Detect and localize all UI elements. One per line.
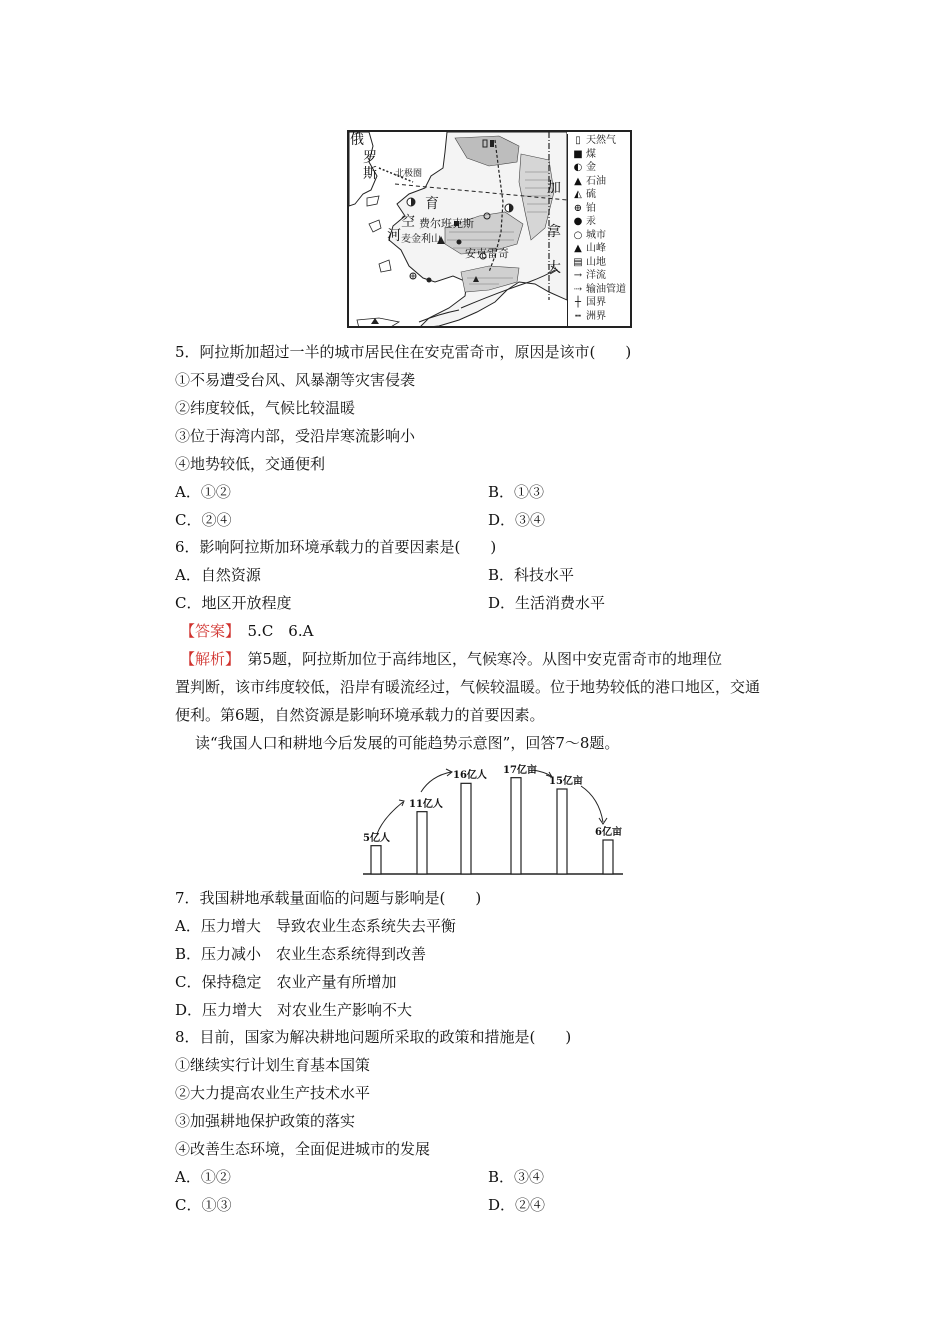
bar-label: 17亿亩 <box>503 764 537 776</box>
q5-option-c: C．②④ <box>175 511 232 529</box>
q6-option-d: D．生活消费水平 <box>488 594 606 612</box>
sulfur-icon: ◭ <box>574 189 582 200</box>
q8-stem: 8．目前，国家为解决耕地问题所采取的政策和措施是( ) <box>175 1028 572 1046</box>
oil-icon: ▲ <box>574 175 582 187</box>
answer-tag: 【答案】 <box>180 622 233 640</box>
arctic-circle-label: 北极圈 <box>395 169 423 179</box>
q8-item: ④改善生态环境，全面促进城市的发展 <box>175 1140 431 1158</box>
q5-option-a: A．①② <box>175 483 231 501</box>
russia-label: 斯 <box>363 166 377 182</box>
answer-text: 5.C 6.A <box>232 622 314 640</box>
chart-bar <box>371 846 381 874</box>
analysis-tag: 【解析】 <box>180 650 233 668</box>
mercury-icon: ● <box>573 216 583 227</box>
yukon-label: 河 <box>387 228 401 244</box>
q5-item: ③位于海湾内部，受沿岸寒流影响小 <box>175 427 416 445</box>
legend-item: ◐ 金 <box>571 162 596 174</box>
q6-option-b: B．科技水平 <box>488 566 575 584</box>
legend-item: ○ 城市 <box>571 230 606 242</box>
chart-bar <box>461 783 471 874</box>
pipeline-icon: ⇢ <box>573 283 583 295</box>
coal-symbol <box>490 140 494 147</box>
legend-item: ● 汞 <box>571 216 596 228</box>
q7-option-a: A．压力增大 导致农业生态系统失去平衡 <box>175 917 456 935</box>
map-legend <box>567 134 632 326</box>
chart-bar <box>603 840 613 874</box>
alaska-map <box>347 130 632 328</box>
continent-border-icon: ┅ <box>574 310 582 322</box>
legend-item: ▲ 石油 <box>571 176 606 188</box>
analysis-line: 置判断，该市纬度较低，沿岸有暖流经过，气候较温暖。位于地势较低的港口地区，交通 <box>175 678 761 696</box>
coal-icon: ■ <box>573 148 583 160</box>
trend-arrow <box>377 802 403 834</box>
trend-arrow <box>581 786 603 822</box>
legend-item: ▲ 山峰 <box>571 243 606 255</box>
yukon-label: 育 <box>425 196 439 212</box>
q7-option-c: C．保持稳定 农业产量有所增加 <box>175 973 397 991</box>
legend-item: ┼ 国界 <box>571 297 606 309</box>
russia-label: 罗 <box>363 150 377 166</box>
natural-gas-icon: ▯ <box>575 135 581 146</box>
peak-icon: ▲ <box>574 243 582 254</box>
analysis-line: 【解析】 第5题，阿拉斯加位于高纬地区，气候寒冷。从图中安克雷奇市的地理位 <box>180 650 723 668</box>
q5-option-b: B．①③ <box>488 483 545 501</box>
bar-label: 5亿人 <box>363 832 390 844</box>
mountain-icon: ▤ <box>573 256 583 268</box>
q8-option-c: C．①③ <box>175 1196 232 1214</box>
bar-label: 15亿亩 <box>549 776 583 787</box>
q5-option-d: D．③④ <box>488 511 546 529</box>
map-drawing <box>349 132 567 328</box>
chart-bar <box>557 789 567 874</box>
q5-stem: 5．阿拉斯加超过一半的城市居民住在安克雷奇市，原因是该市( ) <box>175 343 632 361</box>
q8-item: ②大力提高农业生产技术水平 <box>175 1084 371 1102</box>
yukon-label: 空 <box>401 214 415 230</box>
q5-item: ①不易遭受台风、风暴潮等灾害侵袭 <box>175 371 416 389</box>
q7-option-b: B．压力减小 农业生态系统得到改善 <box>175 945 427 963</box>
legend-item: ◭ 硫 <box>571 189 596 201</box>
answer-line <box>180 621 313 641</box>
q5-item: ④地势较低，交通便利 <box>175 455 326 473</box>
canada-label: 拿 <box>547 224 561 240</box>
current-icon: → <box>573 270 583 281</box>
q6-option-a: A．自然资源 <box>175 566 261 584</box>
bar-label: 6亿亩 <box>595 827 622 838</box>
population-farmland-chart <box>355 762 625 876</box>
russia-label: 俄 <box>350 132 364 148</box>
q6-stem: 6．影响阿拉斯加环境承载力的首要因素是( ) <box>175 538 497 556</box>
legend-item: ▤ 山地 <box>571 257 606 269</box>
chart-bar <box>511 778 521 874</box>
q6-option-c: C．地区开放程度 <box>175 594 292 612</box>
q5-item: ②纬度较低，气候比较温暖 <box>175 399 356 417</box>
platinum-icon: ⊕ <box>573 202 583 214</box>
legend-item: ▯ 天然气 <box>571 135 616 147</box>
chart-svg <box>355 762 625 876</box>
legend-item: ⊕ 铂 <box>571 203 596 215</box>
q8-option-d: D．②④ <box>488 1196 546 1214</box>
canada-label: 大 <box>547 260 561 276</box>
q8-option-a: A．①② <box>175 1168 231 1186</box>
q7-stem: 7．我国耕地承载量面临的问题与影响是( ) <box>175 889 482 907</box>
intro-7-8: 读“我国人口和耕地今后发展的可能趋势示意图”，回答7～8题。 <box>195 734 620 752</box>
legend-item: ■ 煤 <box>571 149 596 161</box>
city-icon: ○ <box>573 229 583 241</box>
canada-label: 加 <box>547 180 561 196</box>
border-icon: ┼ <box>574 297 582 308</box>
legend-item: ⇢ 输油管道 <box>571 284 626 296</box>
chart-bar <box>417 812 427 874</box>
bar-label: 16亿人 <box>453 770 487 782</box>
mckinley-label: 麦金利山 <box>401 234 441 245</box>
q8-item: ①继续实行计划生育基本国策 <box>175 1056 371 1074</box>
q8-item: ③加强耕地保护政策的落实 <box>175 1112 356 1130</box>
gold-icon: ◐ <box>573 162 583 173</box>
fairbanks-label: 费尔班克斯 <box>419 217 474 230</box>
bar-label: 11亿人 <box>409 798 443 810</box>
legend-item: ┅ 洲界 <box>571 311 606 323</box>
anchorage-label: 安克雷奇 <box>465 247 509 260</box>
q7-option-d: D．压力增大 对农业生产影响不大 <box>175 1001 413 1019</box>
analysis-line: 便利。第6题，自然资源是影响环境承载力的首要因素。 <box>175 706 545 724</box>
q8-option-b: B．③④ <box>488 1168 545 1186</box>
legend-item: → 洋流 <box>571 270 606 282</box>
trend-arrow <box>421 772 451 792</box>
